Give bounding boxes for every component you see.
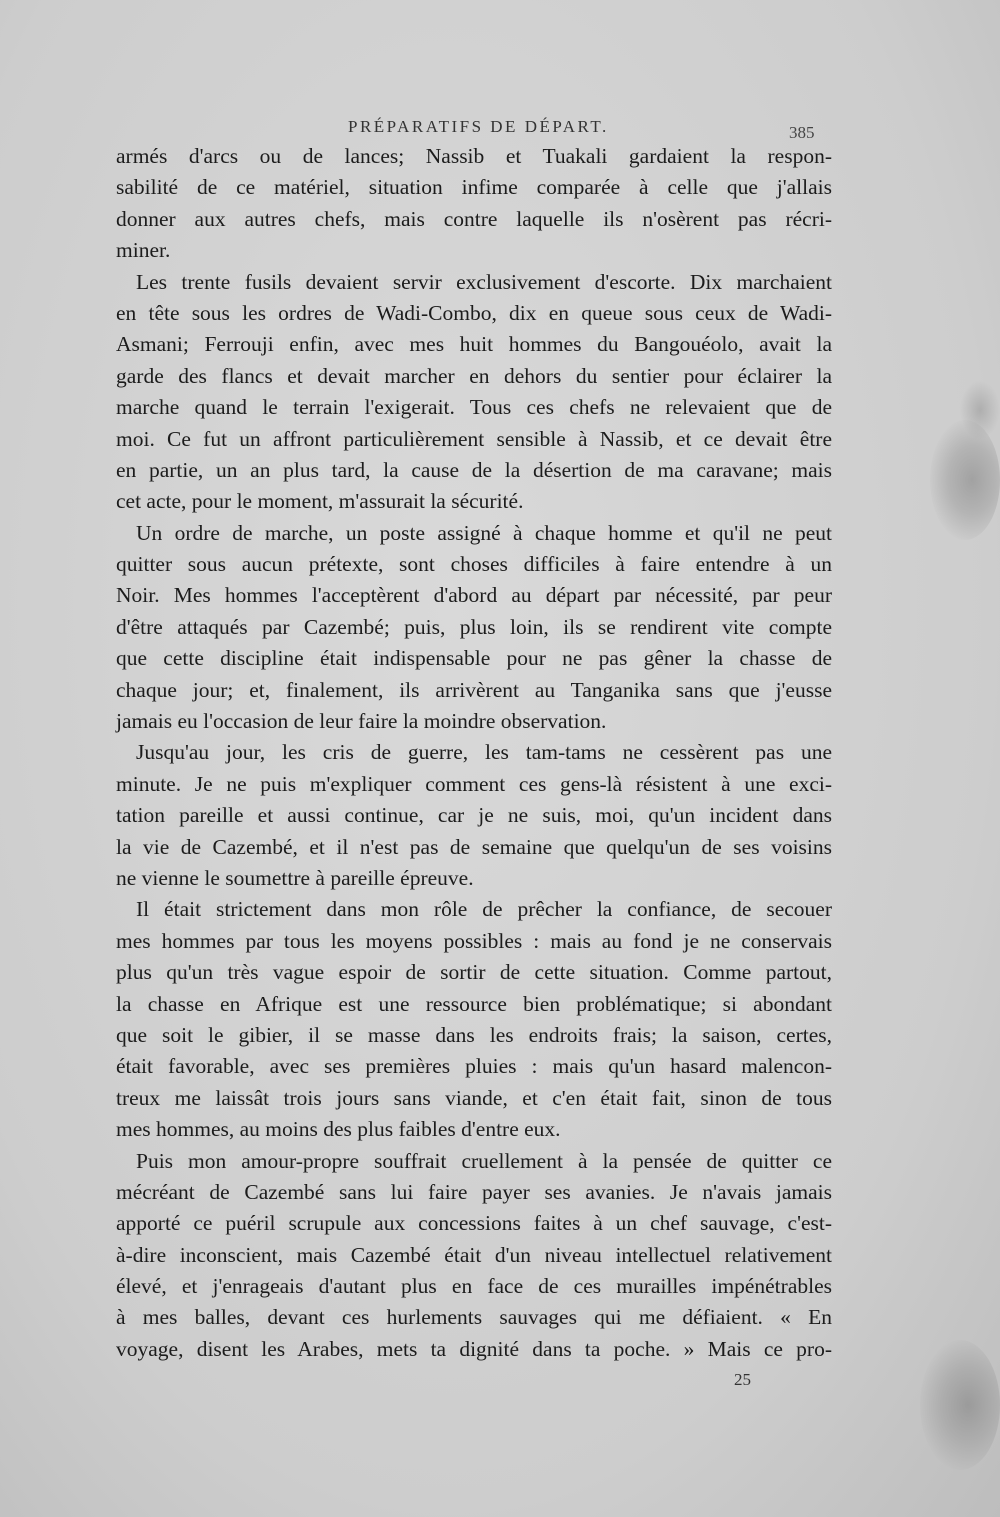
text-line: voyage, disent les Arabes, mets ta dignité dans ta poche. » Mais ce pro- [116, 1336, 832, 1361]
text-line: marche quand le terrain l'exigerait. Tous ces chefs ne relevaient que de [116, 395, 832, 420]
text-line: Noir. Mes hommes l'acceptèrent d'abord au départ par nécessité, par peur [116, 583, 832, 608]
text-line: était favorable, avec ses premières pluies : mais qu'un hasard malencon- [116, 1054, 832, 1079]
paper-stain [920, 1340, 1000, 1470]
text-line: cet acte, pour le moment, m'assurait la sécurité. [116, 489, 524, 514]
text-line: armés d'arcs ou de lances; Nassib et Tuakali gardaient la respon- [116, 144, 832, 168]
text-line: la chasse en Afrique est une ressource bien problématique; si abondant [116, 991, 832, 1016]
running-title: PRÉPARATIFS DE DÉPART. [348, 117, 609, 136]
text-line: élevé, et j'enrageais d'autant plus en face de ces murailles impénétrables [116, 1274, 832, 1299]
text-line: treux me laissât trois jours sans viande, et c'en était fait, sinon de tous [116, 1085, 832, 1110]
page-number: 385 [789, 123, 815, 142]
text-line: jamais eu l'occasion de leur faire la moindre observation. [116, 709, 607, 734]
text-line: ne vienne le soumettre à pareille épreuve. [116, 865, 474, 890]
text-line: Puis mon amour-propre souffrait cruellement à la pensée de quitter ce [136, 1148, 832, 1173]
text-line: en partie, un an plus tard, la cause de la désertion de ma caravane; mais [116, 457, 832, 482]
text-line: la vie de Cazembé, et il n'est pas de semaine que quelqu'un de ses voisins [116, 834, 832, 859]
text-line: mes hommes, au moins des plus faibles d'entre eux. [116, 1117, 561, 1142]
text-line: chaque jour; et, finalement, ils arrivèrent au Tanganika sans que j'eusse [116, 677, 832, 702]
text-line: plus qu'un très vague espoir de sortir de cette situation. Comme partout, [116, 960, 832, 985]
text-line: que soit le gibier, il se masse dans les endroits frais; la saison, certes, [116, 1022, 832, 1047]
text-line: donner aux autres chefs, mais contre laquelle ils n'osèrent pas récri- [116, 206, 832, 231]
signature-mark: 25 [734, 1370, 751, 1389]
text-line: Asmani; Ferrouji enfin, avec mes huit hommes du Bangouéolo, avait la [116, 332, 832, 357]
text-line: Il était strictement dans mon rôle de prêcher la confiance, de secouer [136, 897, 832, 922]
text-line: moi. Ce fut un affront particulièrement sensible à Nassib, et ce devait être [116, 426, 832, 451]
text-line: sabilité de ce matériel, situation infime comparée à celle que j'allais [116, 175, 832, 200]
text-line: à mes balles, devant ces hurlements sauvages qui me défiaient. « En [116, 1305, 832, 1330]
text-line: Un ordre de marche, un poste assigné à chaque homme et qu'il ne peut [136, 520, 832, 545]
text-line: quitter sous aucun prétexte, sont choses difficiles à faire entendre à un [116, 552, 832, 577]
body-text [116, 141, 832, 1365]
text-line: Les trente fusils devaient servir exclusivement d'escorte. Dix marchaient [136, 269, 832, 294]
text-line: que cette discipline était indispensable pour ne pas gêner la chasse de [116, 646, 832, 671]
text-line: d'être attaqués par Cazembé; puis, plus loin, ils se rendirent vite compte [116, 614, 832, 639]
text-line: Jusqu'au jour, les cris de guerre, les tam-tams ne cessèrent pas une [136, 740, 832, 765]
text-line: miner. [116, 238, 171, 263]
text-line: mécréant de Cazembé sans lui faire payer ses avanies. Je n'avais jamais [116, 1179, 832, 1204]
text-line: en tête sous les ordres de Wadi-Combo, dix en queue sous ceux de Wadi- [116, 300, 832, 325]
text-line: mes hommes par tous les moyens possibles : mais au fond je ne conservais [116, 928, 832, 953]
text-line: garde des flancs et devait marcher en dehors du sentier pour éclairer la [116, 363, 832, 388]
text-line: minute. Je ne puis m'expliquer comment ces gens-là résistent à une exci- [116, 771, 832, 796]
text-line: apporté ce puéril scrupule aux concessions faites à un chef sauvage, c'est- [116, 1211, 832, 1236]
paper-stain [960, 380, 1000, 440]
text-line: à-dire inconscient, mais Cazembé était d'un niveau intellectuel relativement [116, 1242, 832, 1267]
text-line: tation pareille et aussi continue, car je ne suis, moi, qu'un incident dans [116, 803, 832, 828]
